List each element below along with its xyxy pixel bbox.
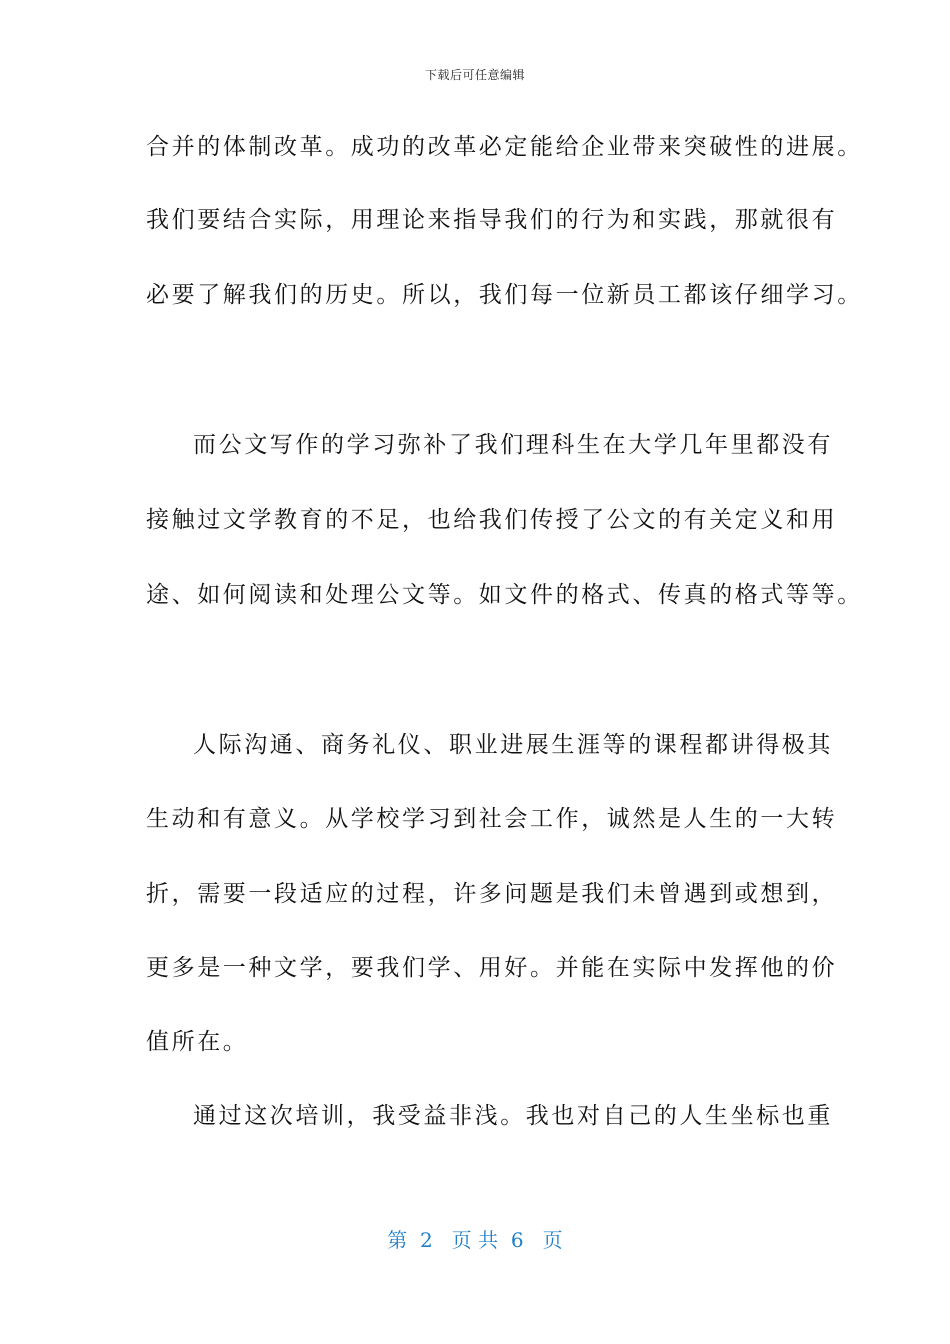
text-line: 生动和有意义。从学校学习到社会工作，诚然是人生的一大转 xyxy=(146,806,838,832)
text-line: 合并的体制改革。成功的改革必定能给企业带来突破性的进展。 xyxy=(146,134,863,160)
page-number-footer: 第 2 页 共 6 页 xyxy=(387,1228,563,1252)
text-line: 折，需要一段适应的过程，许多问题是我们未曾遇到或想到， xyxy=(146,881,838,907)
text-line: 更多是一种文学，要我们学、用好。并能在实际中发挥他的价 xyxy=(146,955,838,981)
paragraph-first-line: 而公文写作的学习弥补了我们理科生在大学几年里都没有 xyxy=(193,432,833,458)
text-line: 必要了解我们的历史。所以，我们每一位新员工都该仔细学习。 xyxy=(146,282,863,308)
paragraph-first-line: 人际沟通、商务礼仪、职业进展生涯等的课程都讲得极其 xyxy=(193,732,833,758)
text-line: 值所在。 xyxy=(146,1029,249,1055)
header-note: 下载后可任意编辑 xyxy=(424,68,525,82)
text-line: 接触过文学教育的不足，也给我们传授了公文的有关定义和用 xyxy=(146,507,838,533)
text-line: 我们要结合实际，用理论来指导我们的行为和实践，那就很有 xyxy=(146,207,838,233)
text-line: 途、如何阅读和处理公文等。如文件的格式、传真的格式等等。 xyxy=(146,582,863,608)
paragraph-first-line: 通过这次培训，我受益非浅。我也对自己的人生坐标也重 xyxy=(193,1103,833,1129)
